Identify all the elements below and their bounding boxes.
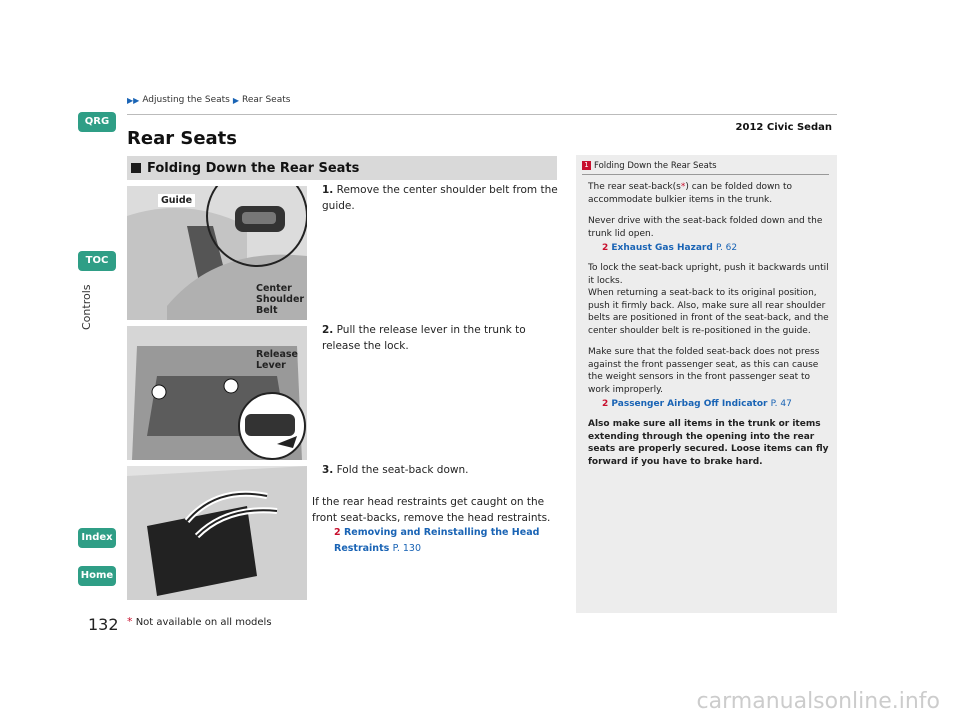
note-p4: When returning a seat-back to its original position, push it firmly back. Also, make sure all rear shoulder belts are positioned in front of the seat-back, and the center shoulder belt is re-positioned in the guide. xyxy=(588,288,829,336)
arrow-icon: ▶ xyxy=(232,95,239,105)
note-p3: To lock the seat-back upright, push it backwards until it locks. xyxy=(588,263,829,286)
callout-guide: Guide xyxy=(158,194,195,207)
section-header xyxy=(127,156,557,180)
tab-qrg[interactable]: QRG xyxy=(78,112,116,132)
model-label: 2012 Civic Sedan xyxy=(735,122,832,133)
link-exhaust-gas[interactable]: 2 Exhaust Gas Hazard P. 62 xyxy=(602,243,738,253)
callout-center-belt: Center Shoulder Belt xyxy=(256,283,305,316)
watermark: carmanualsonline.info xyxy=(696,689,940,714)
note-number-icon: 1 xyxy=(582,161,591,170)
restraint-note: If the rear head restraints get caught on the front seat-backs, remove the head restraints. xyxy=(312,496,551,524)
figure-fold-seat xyxy=(127,466,307,600)
tab-index[interactable]: Index xyxy=(78,528,116,548)
note-p2: Never drive with the seat-back folded down and the trunk lid open. xyxy=(588,216,823,239)
figure-release-lever xyxy=(127,326,307,460)
step-1: 1. Remove the center shoulder belt from the guide. xyxy=(322,184,558,212)
square-bullet-icon xyxy=(131,163,141,173)
note-p5: Make sure that the folded seat-back does not press against the front passenger seat, as this can cause the weight sensors in the front passenger seat to work improperly. xyxy=(588,347,820,395)
link-head-restraints[interactable]: 2 Removing and Reinstalling the Head Restraints P. 130 xyxy=(334,527,540,554)
chapter-label: Controls xyxy=(80,284,93,330)
reference-icon: 2 xyxy=(602,399,609,409)
step-3: 3. Fold the seat-back down. xyxy=(322,464,469,476)
note-p6: Also make sure all items in the trunk or items extending through the opening into the rear seats are properly secured. Loose items can fly forward if you have to brake hard. xyxy=(588,419,829,467)
callout-release-lever: Release Lever xyxy=(256,349,298,371)
page-title: Rear Seats xyxy=(127,128,237,149)
arrow-icon: ▶▶ xyxy=(127,95,140,105)
tab-home[interactable]: Home xyxy=(78,566,116,586)
tab-toc[interactable]: TOC xyxy=(78,251,116,271)
footnote: * Not available on all models xyxy=(127,615,272,628)
reference-icon: 2 xyxy=(602,243,609,253)
breadcrumb-item-rear-seats: Rear Seats xyxy=(242,95,291,105)
sidebar-notes xyxy=(576,155,837,613)
reference-icon: 2 xyxy=(334,527,341,538)
breadcrumb-item-seats[interactable]: Adjusting the Seats xyxy=(142,95,230,105)
divider xyxy=(127,114,837,115)
link-airbag-indicator[interactable]: 2 Passenger Airbag Off Indicator P. 47 xyxy=(602,399,792,409)
section-title: Folding Down the Rear Seats xyxy=(147,160,360,176)
page-number: 132 xyxy=(88,615,119,634)
breadcrumb xyxy=(127,95,290,105)
sidebar-header: 1 Folding Down the Rear Seats xyxy=(582,161,829,175)
note-p1: The rear seat-back(s*) can be folded down to accommodate bulkier items in the trunk. xyxy=(588,182,793,205)
step-2: 2. Pull the release lever in the trunk to release the lock. xyxy=(322,324,526,352)
